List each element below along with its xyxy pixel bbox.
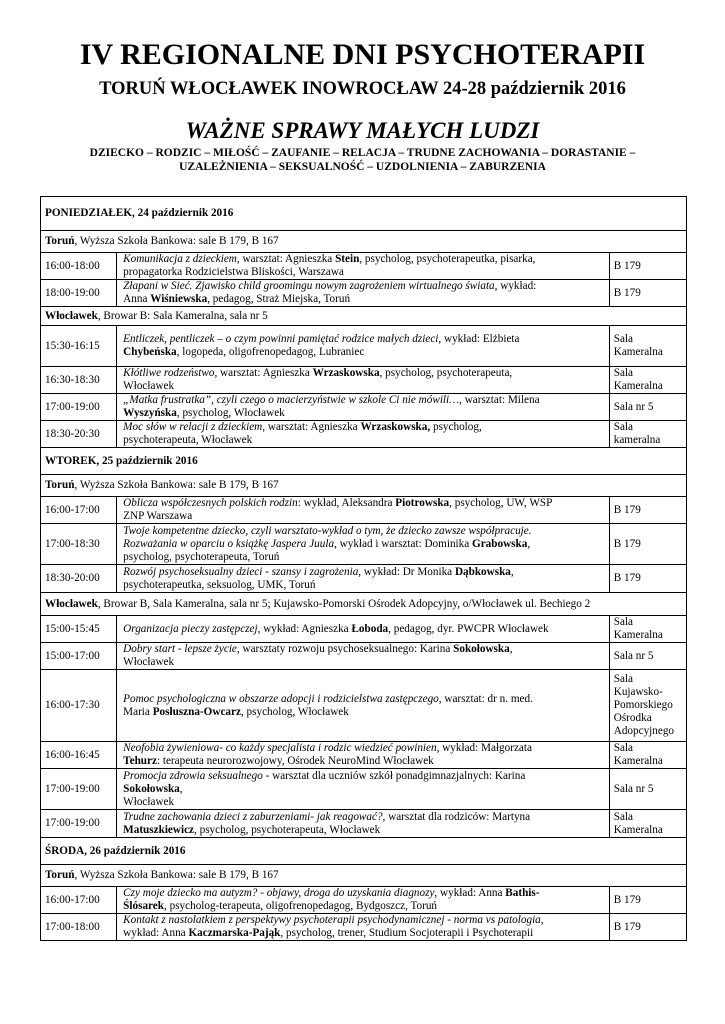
session-time: 17:00-19:00 xyxy=(41,394,117,421)
topics-line-1: DZIECKO – RODZIC – MIŁOŚĆ – ZAUFANIE – RELACJA – TRUDNE ZACHOWANIA – DORASTANIE – xyxy=(89,147,636,159)
text-fragment: , psycholog, psychoterapeuta, Włocławek xyxy=(194,823,381,836)
text-fragment: wykład: Anna xyxy=(123,927,189,939)
day-header xyxy=(41,838,687,865)
text-fragment: Sala xyxy=(613,742,634,754)
location-city: Toruń xyxy=(45,479,75,491)
text-fragment: Czy moje dziecko ma autyzm? - objawy, droga do uzyskania diagnozy xyxy=(123,887,435,899)
text-fragment: Sokołowska xyxy=(453,643,510,655)
session-room: B 179 xyxy=(609,914,686,941)
text-fragment: , wykład: Agnieszka xyxy=(257,622,352,635)
location-row xyxy=(41,307,687,326)
text-fragment: , wykład: Anna xyxy=(434,887,506,899)
session-room xyxy=(609,367,686,394)
text-fragment: Rozwój psychoseksualny dzieci - szansy i zagrożenia xyxy=(123,565,359,578)
day-label: WTOREK, 25 październik 2016 xyxy=(41,448,687,475)
session-description xyxy=(117,670,610,742)
day-label: PONIEDZIAŁEK, 24 październik 2016 xyxy=(41,197,687,231)
session-description xyxy=(117,742,610,769)
session-room: B 179 xyxy=(609,565,686,593)
text-fragment: : terapeuta neurorozwojowy, Ośrodek NeuroMind Włocławek xyxy=(156,755,434,767)
text-fragment: Kontakt z nastolatkiem z perspektywy psychoterapii psychodynamicznej - norma vs patologia xyxy=(123,914,541,926)
text-fragment: Anna xyxy=(123,293,151,305)
text-fragment: Posłuszna-Owcarz xyxy=(152,705,241,718)
session-time: 15:00-15:45 xyxy=(41,616,117,643)
text-fragment: , logopeda, oligofrenopedagog, Lubraniec xyxy=(176,346,365,358)
text-fragment: Pomoc psychologiczna w obszarze adopcji i rodzicielstwa zastępczego xyxy=(123,692,439,705)
text-fragment: Komunikacja z dzieckiem xyxy=(123,253,237,265)
text-fragment: Wrzaskowska, xyxy=(360,421,431,433)
theme-title: WAŻNE SPRAWY MAŁYCH LUDZI xyxy=(185,118,540,143)
text-fragment: , psycholog, psychoterapeutka, pisarka, xyxy=(359,253,536,265)
text-fragment: , wykład i warsztat: Dominika xyxy=(334,537,473,550)
location-row xyxy=(41,231,687,253)
text-fragment: Maria xyxy=(123,705,153,718)
location-detail: , Wyższa Szkoła Bankowa: sale B 179, B 167 xyxy=(74,235,279,247)
session-time: 16:00-17:00 xyxy=(41,497,117,524)
session-description xyxy=(117,524,610,565)
session-description xyxy=(117,253,610,280)
session-room xyxy=(609,326,686,367)
text-fragment: Oblicza współczesnych polskich rodzin xyxy=(123,497,298,509)
location-detail: , Wyższa Szkoła Bankowa: sale B 179, B 167 xyxy=(74,479,279,491)
session-time: 15:00-17:00 xyxy=(41,643,117,670)
text-fragment: Twoje kompetentne dziecko, czyli warsztato-wykład o tym, że dziecko zawsze współpracuje. xyxy=(123,524,532,537)
session-description xyxy=(117,643,610,670)
text-fragment: , warsztat dla rodziców: Martyna xyxy=(382,810,531,823)
text-fragment: Kłótliwe rodzeństwo xyxy=(123,367,215,379)
day-header xyxy=(41,197,687,231)
session-room: B 179 xyxy=(609,253,686,280)
day-label: ŚRODA, 26 październik 2016 xyxy=(41,838,687,865)
text-fragment: , psycholog, UW, WSP xyxy=(449,497,553,509)
text-fragment: Kameralna xyxy=(613,380,663,392)
text-fragment: Promocja zdrowia seksualnego xyxy=(123,769,263,782)
day-header xyxy=(41,448,687,475)
text-fragment: Sala xyxy=(613,673,634,685)
session-description xyxy=(117,887,610,914)
text-fragment: Kameralna xyxy=(613,629,663,641)
text-fragment: , warsztat: Agnieszka xyxy=(262,421,361,433)
text-fragment: Trudne zachowania dzieci z zaburzeniami- jak reagować? xyxy=(123,810,383,823)
session-room xyxy=(609,670,686,742)
text-fragment: Włocławek xyxy=(123,656,175,668)
text-fragment: Kameralna xyxy=(613,823,663,836)
session-time: 15:30-16:15 xyxy=(41,326,117,367)
session-time: 16:00-18:00 xyxy=(41,253,117,280)
session-room xyxy=(609,616,686,643)
session-room: B 179 xyxy=(609,280,686,307)
session-room xyxy=(609,742,686,769)
session-description xyxy=(117,326,610,367)
session-time: 17:00-19:00 xyxy=(41,810,117,838)
text-fragment: , xyxy=(527,537,531,550)
schedule-table xyxy=(40,196,687,941)
text-fragment: Kameralna xyxy=(613,346,663,358)
session-row xyxy=(41,565,687,593)
text-fragment: psycholog, psychoterapeuta, Toruń xyxy=(123,550,280,563)
session-description xyxy=(117,769,610,810)
session-row xyxy=(41,914,687,941)
text-fragment: Kujawsko- xyxy=(613,686,663,698)
text-fragment: , warsztat: Agnieszka xyxy=(214,367,313,379)
text-fragment: Wrzaskowska xyxy=(312,367,380,379)
location-row xyxy=(41,865,687,887)
text-fragment: kameralna xyxy=(613,434,661,446)
location-city: Toruń xyxy=(45,235,75,247)
session-description xyxy=(117,421,610,448)
session-time: 16:00-17:30 xyxy=(41,670,117,742)
location-detail: , Browar B, Sala Kameralna, sala nr 5; Kujawsko-Pomorski Ośrodek Adopcyjny, o/Włocławek ul. Bechiego 2 xyxy=(97,597,591,610)
text-fragment: , pedagog, Straż Miejska, Toruń xyxy=(207,293,351,305)
text-fragment: , psycholog-terapeuta, oligofrenopedagog, Bydgoszcz, Toruń xyxy=(164,900,438,912)
session-time: 17:00-18:00 xyxy=(41,914,117,941)
topics-list xyxy=(40,146,685,174)
session-room xyxy=(609,421,686,448)
session-row xyxy=(41,769,687,810)
session-row xyxy=(41,887,687,914)
text-fragment: Sala xyxy=(613,421,634,433)
text-fragment: , warsztaty rozwoju psychoseksualnego: Karina xyxy=(236,643,454,655)
text-fragment: , wykład: Elżbieta xyxy=(438,333,520,345)
page-title: IV REGIONALNE DNI PSYCHOTERAPII xyxy=(79,38,646,71)
text-fragment: Sala xyxy=(613,333,634,345)
session-room xyxy=(609,810,686,838)
session-description xyxy=(117,394,610,421)
text-fragment: Sala xyxy=(613,367,634,379)
text-fragment: Dobry start - lepsze życie xyxy=(123,643,237,655)
text-fragment: , warsztat: dr n. med. xyxy=(438,692,533,705)
text-fragment: ZNP Warszawa xyxy=(123,510,193,522)
text-fragment: psycholog, xyxy=(430,421,482,433)
text-fragment: psychoterapeutka, seksuolog, UMK, Toruń xyxy=(123,578,316,591)
topics-line-2: UZALEŻNIENIA – SEKSUALNOŚĆ – UZDOLNIENIA – ZABURZENIA xyxy=(179,161,546,173)
location-city: Toruń xyxy=(45,869,75,881)
location-row xyxy=(41,593,687,616)
text-fragment: , psycholog, trener, Studium Socjoterapii i Psychoterapii xyxy=(280,927,534,939)
text-fragment: : wykład, Aleksandra xyxy=(297,497,396,509)
text-fragment: , pedagog, dyr. PWCPR Włocławek xyxy=(388,622,549,635)
page-subtitle: TORUŃ WŁOCŁAWEK INOWROCŁAW 24-28 październik 2016 xyxy=(99,79,626,99)
session-time: 18:30-20:00 xyxy=(41,565,117,593)
session-description xyxy=(117,810,610,838)
text-fragment: Bathis- xyxy=(505,887,540,899)
session-row xyxy=(41,497,687,524)
text-fragment: Adopcyjnego xyxy=(613,725,675,737)
text-fragment: Organizacja pieczy zastępczej xyxy=(123,622,258,635)
session-time: 17:00-18:30 xyxy=(41,524,117,565)
session-room: Sala nr 5 xyxy=(609,769,686,810)
session-room: B 179 xyxy=(609,887,686,914)
text-fragment: Entliczek, pentliczek – o czym powinni pamiętać rodzice małych dzieci xyxy=(123,333,439,345)
text-fragment: - warsztat dla uczniów szkół ponadgimnazjalnych: Karina xyxy=(262,769,526,782)
session-row xyxy=(41,670,687,742)
session-row xyxy=(41,253,687,280)
text-fragment: Matuszkiewicz xyxy=(123,823,195,836)
text-fragment: Włocławek xyxy=(123,795,175,808)
session-description xyxy=(117,616,610,643)
text-fragment: Ślósarek xyxy=(123,900,164,912)
text-fragment: , wykład: Małgorzata xyxy=(436,742,532,754)
text-fragment: Chybeńska xyxy=(123,346,177,358)
text-fragment: , warsztat: Agnieszka xyxy=(236,253,336,265)
session-row xyxy=(41,326,687,367)
text-fragment: Ośrodka xyxy=(613,712,652,724)
text-fragment: Złapani w Sieć. Zjawisko child groomingu nowym zagrożeniem wirtualnego świata xyxy=(123,280,495,292)
session-time: 16:00-16:45 xyxy=(41,742,117,769)
location-city: Włocławek xyxy=(45,309,98,322)
session-description xyxy=(117,497,610,524)
session-time: 16:30-18:30 xyxy=(41,367,117,394)
text-fragment: , warsztat: Milena xyxy=(459,394,540,406)
session-row xyxy=(41,742,687,769)
text-fragment: Łoboda xyxy=(351,622,389,635)
text-fragment: Kaczmarska-Pająk xyxy=(188,927,281,939)
location-detail: , Wyższa Szkoła Bankowa: sale B 179, B 167 xyxy=(74,869,279,881)
text-fragment: Wiśniewska xyxy=(150,293,208,305)
session-room: B 179 xyxy=(609,497,686,524)
text-fragment: , wykład: Dr Monika xyxy=(358,565,455,578)
session-row xyxy=(41,280,687,307)
text-fragment: „Matka frustratka”, czyli czego o macierzyństwie w szkole Ci nie mówili… xyxy=(123,394,460,406)
text-fragment: Wyszyńska xyxy=(123,407,177,419)
text-fragment: Kameralna xyxy=(613,755,663,767)
text-fragment: , psycholog, Włocławek xyxy=(240,705,349,718)
session-time: 16:00-17:00 xyxy=(41,887,117,914)
location-row xyxy=(41,475,687,497)
text-fragment: Grabowska xyxy=(472,537,528,550)
text-fragment: Moc słów w relacji z dzieckiem xyxy=(123,421,263,433)
text-fragment: , psycholog, Włocławek xyxy=(176,407,285,419)
session-row xyxy=(41,810,687,838)
location-detail: , Browar B: Sala Kameralna, sala nr 5 xyxy=(97,309,268,322)
session-room: Sala nr 5 xyxy=(609,643,686,670)
session-description xyxy=(117,280,610,307)
text-fragment: psychoterapeuta, Włocławek xyxy=(123,434,253,446)
text-fragment: Pomorskiego xyxy=(613,699,673,711)
session-row xyxy=(41,394,687,421)
text-fragment: Rozważania w oparciu o książkę Jaspera Juula xyxy=(123,537,335,550)
session-description xyxy=(117,914,610,941)
text-fragment: Sala xyxy=(613,810,634,823)
session-time: 17:00-19:00 xyxy=(41,769,117,810)
text-fragment: Sala xyxy=(613,616,634,628)
session-time: 18:30-20:30 xyxy=(41,421,117,448)
location-city: Włocławek xyxy=(45,597,98,610)
text-fragment: , xyxy=(179,782,183,795)
text-fragment: , xyxy=(509,643,513,655)
text-fragment: Sokołowska xyxy=(123,782,180,795)
session-room: Sala nr 5 xyxy=(609,394,686,421)
text-fragment: Piotrowska xyxy=(395,497,450,509)
session-room: B 179 xyxy=(609,524,686,565)
session-description xyxy=(117,367,610,394)
text-fragment: Dąbkowska xyxy=(454,565,511,578)
session-time: 18:00-19:00 xyxy=(41,280,117,307)
text-fragment: , xyxy=(510,565,514,578)
text-fragment: Włocławek xyxy=(123,380,175,392)
text-fragment: , xyxy=(540,914,544,926)
session-row xyxy=(41,367,687,394)
text-fragment: propagatorka Rodzicielstwa Bliskości, Warszawa xyxy=(123,266,344,278)
session-row xyxy=(41,524,687,565)
text-fragment: Tehurz xyxy=(123,755,157,767)
text-fragment: , wykład: xyxy=(494,280,537,292)
session-row xyxy=(41,643,687,670)
session-row xyxy=(41,616,687,643)
text-fragment: Stein xyxy=(335,253,360,265)
text-fragment: , psycholog, psychoterapeuta, xyxy=(379,367,513,379)
text-fragment: Neofobia żywieniowa- co każdy specjalista i rodzic wiedzieć powinien xyxy=(123,742,437,754)
session-description xyxy=(117,565,610,593)
session-row xyxy=(41,421,687,448)
